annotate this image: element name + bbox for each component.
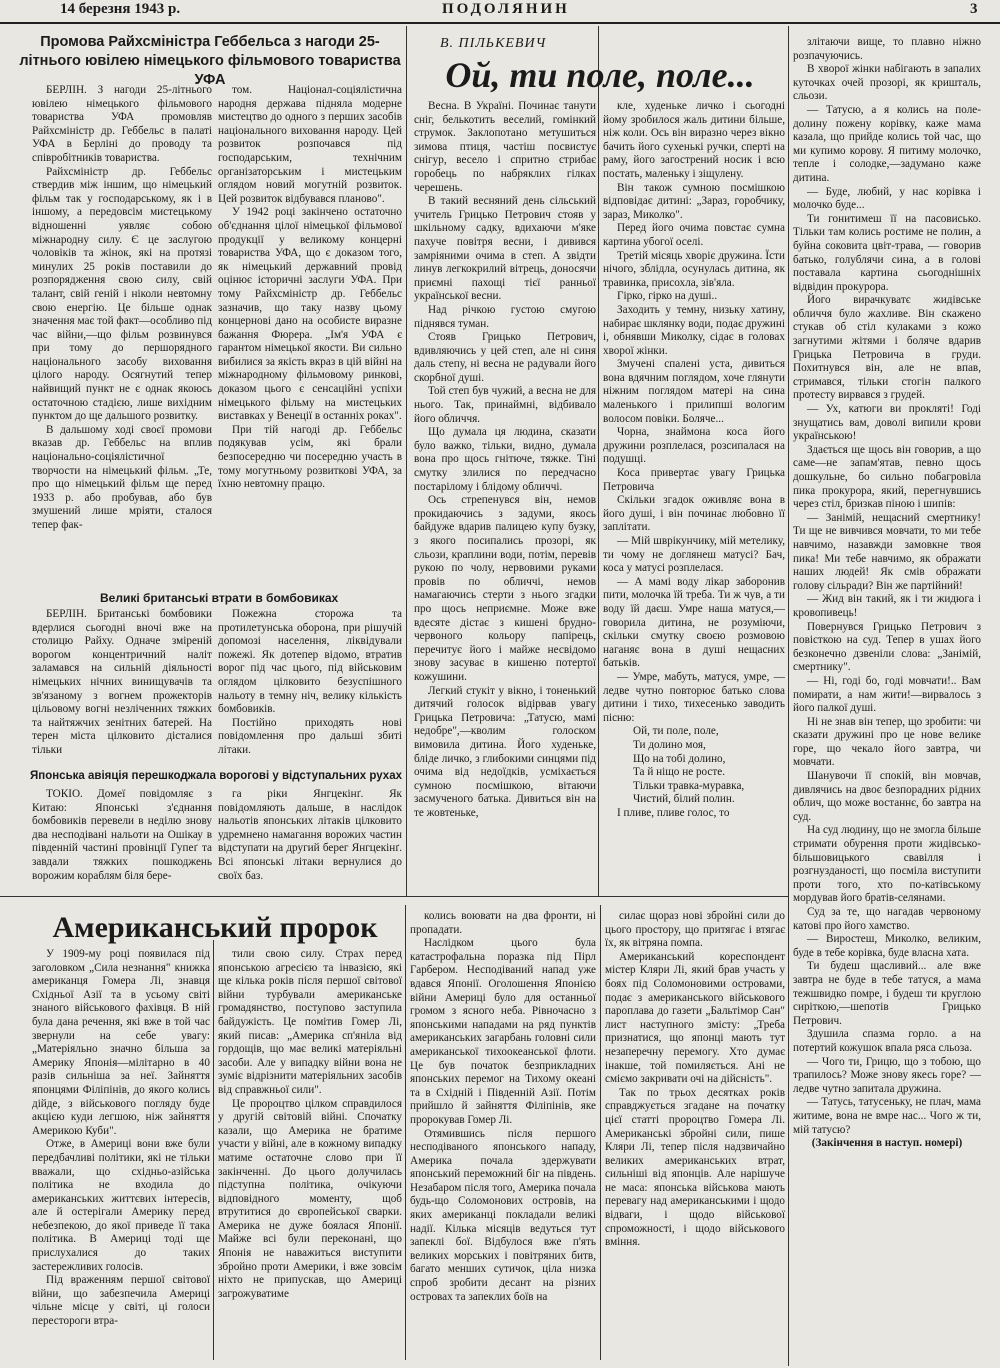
paragraph: Третій місяць хворіє дружина. Їсти нічого, зблідла, осунулась дитина, як травинка, присохла, зів'яла. (603, 249, 785, 289)
prophet-column-3 (410, 910, 596, 1360)
paragraph: В дальшому ході своєї промови вказав др. Геббельс на вплив національно-соціялістичної творчости на німецький фільм. „Те, про що німецький фільм ще перед 1933 р. або пробував, або був змушений лише мріяти, сталося тепер фак- (32, 423, 212, 531)
paragraph: кле, худеньке личко і сьогодні йому зробилося жаль дитини більше, ніж коли. Ось він виразно через вікно бачить його сухенькі ручки, сперті на раму, його загострений носик і всю постать, маленьку і зіщулену. (603, 100, 785, 180)
paragraph: — Жид він такий, як і ти жидюга і кровопивець! (793, 593, 981, 619)
paragraph: Отямившись після першого несподіваного японського нападу, Америка почала здержувати японський переможний біг на південь. Незабаром після того, Америка почала будь-що Соломонових островів, на яких американці покладали великі надії. Кілька місяців ведуться тут запеклі бої. Відбулося вже п'ять великих морських і повітряних битв, багато менших сутичок, ціла низка спроб зробити десант на різних островах та запеклих боїв на (410, 1127, 596, 1303)
story-column-2 (603, 100, 785, 892)
paragraph: — Мій шврікунчику, мій метелику, ти чому не доглянеш матусі? Бач, коса у матусі розплелася. (603, 535, 785, 575)
paragraph: В такий весняний день сільський учитель Грицько Петрович стояв у шкільному садку, вдихаючи м'яке пахуче повітря весни, і дивився замріяними очима в степ. А звідти линув легкокрилий вітрець, доносячи приємні пахощі тієї ранньої української весни. (414, 195, 596, 303)
paragraph: силає щораз нові збройні сили до цього простору, що притягає і втягає їх, як вітряна помпа. (605, 910, 785, 950)
paragraph: — Татусю, а я колись на поле-долину пожену корівку, каже мама казала, що прийде колись той час, що ми купимо корову. Я питиму молочко, тепле і солодке,—задумано каже дитина. (793, 103, 981, 184)
newspaper-name: ПОДОЛЯНИН (442, 1, 570, 17)
paragraph: І пливе, пливе голос, то (617, 806, 730, 819)
column-rule (213, 940, 214, 1360)
story-title: Ой, ти поле, поле... (445, 55, 755, 95)
column-rule (406, 26, 407, 896)
story-author: В. ПІЛЬКЕВИЧ (440, 36, 547, 51)
paragraph: Райхсміністр др. Геббельс ствердив між іншим, що німецький фільм так у господарському, як і в іншому, а передовсім мистецькому відношенні уявляє собою міжнародну силу. Є це заслугою чоловіків та жінок, які на протязі минулих 25 років поставили до розпорядження свою силу, свій талант, свій геній і ніколи невтомну свою енергію. Це більше однак значення має той факт—особливо під час війни,—що фільм розвинувся при тому до першорядного національного засобу виховання цілого народу. Осягнутий тепер найвищий пункт не є однак якоюсь остаточною стадією, лише вихідним пунктом до ще дальшого розвитку. (32, 165, 212, 423)
paragraph: Шанувочи її спокій, він мовчав, дивлячись на двоє безпорадних рідних облич, що може востаннє, бо завтра на суд. (793, 770, 981, 823)
paragraph: Так по трьох десятках років справджується згадане на початку цієї статті пророцтво Гомера Лі. Американські збройні сили, пише Кляри Лі, тепер після надзвичайно великих американських втрат, сильніші від японців. Але нарішуче не маса: японська військова мають перевагу над американськими і щодо відваги, і щодо військової спроможності, і щодо військового вміння. (605, 1086, 785, 1249)
paragraph: Ось стрепенувся він, немов прокидаючись з задуми, якось байдуже вдарив палицею купу бузку, з якого посипались прозорі, як сльози, краплини води, потім, перевів рукою по чолу, нервовими руками провів по обличчі, немов намагаючись стерти з нього згадки про щось неприємне. Може вже вдесяте дістає з кишені брудно-червоного кольору папірець, перечитує його і майже несвідомо знову засуває в кишеню потертої кожушини. (414, 494, 596, 683)
paragraph: Це пророцтво цілком справдилося у другій світовій війні. Спочатку казали, що Америка не братиме участи у війні, але в кожному випадку матиме остаточне слово при її закінченні. До цього долучилась підступна політика, очікуючи відповідного моменту, щоб втрутитися до європейської сварки. Америка не дуже боялася Японії. Майже всі були переконані, що Японія не наважиться виступити збройно проти Америки, і вже зовсім ніхто не припускав, що Америці загрожуватиме (218, 1097, 402, 1300)
paragraph: Що думала ця людина, сказати було важко, тільки, видно, думала вона про щось гнітюче, тяжке. Тіні смутку злилися по передчасно постарілому і блідому обличчі. (414, 426, 596, 493)
paragraph: Наслідком цього була катастрофальна поразка під Пірл Гарбером. Несподіваний напад уже вдався Японії. Оголошення Японією війни Америці було для останньої громом з ясного неба. Рівночасно з японськими нападами на ряд пунктів американських загарбань головні сили американської тихоокеанської флоти. Це був початок безприкладних японських перемог на Тихому океані та в Східній і Південній Азії. Потім прийшло й зайняття Філіпінів, яке пророкував Гомер Лі. (410, 937, 596, 1126)
paragraph: Ти будеш щасливий... але вже завтра не буде в тебе татуся, а мама тежшвидко помре, і будеш ти круглою сиріткою,—шепотів Грицько Петрович. (793, 960, 981, 1027)
story-column-1 (414, 100, 596, 892)
british-column-1 (32, 608, 212, 768)
paragraph: Він також сумною посмішкою відповідає дитині: „Зараз, горобчику, зараз, Миколко". (603, 181, 785, 221)
paragraph: Стояв Грицько Петрович, вдивляючись у цей степ, але ні синя даль степу, ні весна не радували його скорбної душі. (414, 331, 596, 384)
paragraph: — Чого ти, Грицю, що з тобою, що трапилось? Може знову якесь горе? — ледве чутно запитала дружина. (793, 1055, 981, 1095)
paragraph: Постійно приходять нові повідомлення про дальші збиті літаки. (218, 716, 402, 756)
paragraph: тили свою силу. Страх перед японською агресією та інвазією, які ще кілька років після першої світової війни турбували американське громадянство, поступово заступила байдужість. Це помітив Гомер Лі, який писав: „Америка сп'яніла від гордощів, що має великі матеріяльні засоби. Але у випадку війни вона не зуміє відрізнити матеріяльних засобів від справжньої сили". (218, 948, 402, 1096)
paragraph: Американський кореспондент містер Кляри Лі, який брав участь у боях під Соломоновими островами, подає з американського військового пароплава до газети „Бальтімор Сан" лист наступного змісту: „Треба признатися, що японці мають тут незаперечну перемогу. Хто думає інакше, той помиляється. Ані не сміємо закривати очі на дійсність". (605, 950, 785, 1086)
prophet-column-4 (605, 910, 785, 1360)
paragraph: При тій нагоді др. Геббельс подякував усім, які брали безпосередню чи посередню участь в тому могутньому розвиткові УФА, за їхню невтомну працю. (218, 423, 402, 491)
paragraph: Перед його очима повстає сумна картина убогої оселі. (603, 222, 785, 248)
japan-column-1 (32, 788, 212, 893)
paragraph: Ти гонитимеш її на пасовисько. Тільки там колись ростиме не полин, а буйна соковита цвіт-трава, — говорив батько, голублячи сина, а в голові поставала картина сьогоднішніх відвідин прокурора. (793, 212, 981, 293)
paragraph: Повернувся Грицько Петрович з повісткою на суд. Тепер в ушах його безконечно дзвеніли слова: „Занімій, смертнику". (793, 620, 981, 674)
japan-headline: Японська авіяція перешкоджала ворогові у відступальних рухах (30, 770, 402, 782)
paragraph: БЕРЛІН. З нагоди 25-літнього ювілею німецького фільмового товариства УФА промовляв Райхсміністр др. Геббельс в палаті УФА в Берліні до проводу та співробітників товариства. (32, 84, 212, 164)
paragraph: Легкий стукіт у вікно, і тоненький дитячий голосок відірвав увагу Грицька Петровича: „Татусю, мамі недобре",—кволим голоском вимовила дитина. Його худеньке, бліде личко, з глибокими синцями під очима від недоїдків, усміхається сумною посмішкою, вітаючи засмученого батька. Дивиться він на те жовтеньке, (414, 684, 596, 819)
poem-stanza: Ой, ти поле, поле, Ти долино моя, Що на тобі долино, Та й ніщо не росте. Тільки травка-муравка, Чистий, білий полин. (633, 725, 745, 806)
paragraph: Коса привертає увагу Грицька Петровича (603, 467, 785, 493)
page-header (0, 0, 1000, 24)
issue-date: 14 березня 1943 р. (60, 1, 181, 17)
paragraph: Суд за те, що нагадав червоному катові про його хамство. (793, 906, 981, 932)
goebbels-column-1 (32, 84, 212, 584)
column-rule (598, 26, 599, 896)
paragraph: У 1909-му році появилася під заголовком „Сила незнання" книжка американця Гомера Лі, знавця Східньої Азії та в усьому світі знаного військового фахівця. В ній була дана речення, які вже в той час звернули на себе увагу: „Матеріяльно значно більша за Америку Японія—мілітарно в 40 разів сильніша за неї. Зайняття японцями Філіпінів, до якого колись дійде, з військового погляду буде акцією куди легшою, ніж зайняття Америкою Куби". (32, 948, 210, 1137)
paragraph: Здається ще щось він говорив, а що саме—не запам'ятав, певно щось дошкульне, бо сильно побагровіла пика прокурора, який, перегнувшись через стіл, бризкав піною і шипів: (793, 443, 981, 511)
paragraph: У 1942 році закінчено остаточно об'єднання цілої німецької фільмової продукції у великому концерні товариства УФА, що є доказом того, як німецький державний провід оцінює історичні заслуги УФА. При тому Райхсміністр др. Геббельс зазначив, що таку назву цьому концернові дано на особисте виразне бажання Фюрера. „Ім'я УФА є гарантом німецької якости. Ви сильно вибилися за якість вкраз в цій війні на міжнародному фільмовому ринкові, доказом цього є сенсаційні успіхи німецького фільму на мистецьких виставках у Венеції в останніх роках". (218, 206, 402, 423)
paragraph: злітаючи вище, то плавно ніжно розпачуючись. (793, 36, 981, 62)
paragraph: Заходить у темну, низьку хатину, набирає шклянку води, подає дружині і, обнявши Миколку, сідає в головах хворої жінки. (603, 303, 785, 357)
paragraph: Здушила спазма горло. а на потертий кожушок впала ряса сльоза. (793, 1028, 981, 1054)
paragraph: — Умре, мабуть, матуся, умре, — ледве чутно повторює батько слова дитини і тихо, тихесенько заводить пісню: (603, 670, 785, 724)
paragraph: колись воювати на два фронти, ні пропадати. (410, 910, 596, 936)
japan-column-2 (218, 788, 402, 893)
paragraph: БЕРЛІН. Британські бомбовики вдерлися сьогодні вночі вже на столицю Райху. Одначе зміреній ворогом концентричний наліт заламався на сильній діяльності німецьких нічних винищувачів та зв'язаному з вогнем прожекторів цільовому вогні незліченних тяжких та найтяжчих зенітних батерей. На терен міста цілковито дісталися тільки (32, 608, 212, 756)
paragraph: — Ух, катюги ви прокляті! Годі знущатись вам, доволі випили крови українською! (793, 403, 981, 443)
paragraph: — Буде, любий, у нас корівка і молочко буде... (793, 185, 981, 212)
british-column-2 (218, 608, 402, 768)
paragraph: Над річкою густою смугою піднявся туман. (414, 303, 596, 330)
section-rule (0, 896, 788, 897)
paragraph: Пожежна сторожа та протилетунська оборона, при рішучій допомозі населення, ліквідували пожежі. Як дотепер відомо, втратив ворог під час цього, під військовим оглядом цілковито безуспішного нальоту в темну ніч, велику кількість бомбовиків. (218, 608, 402, 716)
paragraph: Отже, в Америці вони вже були передбачливі політики, які не тільки вважали, що східньо-азійська політика не входила до американських життєвих інтересів, але й остерігали Америку перед небезпекою, до якої приведе її така політика. В Америці тоді ще прислухалися до таких застережливих голосів. (32, 1138, 210, 1273)
goebbels-column-2 (218, 84, 402, 584)
story-column-3 (793, 36, 981, 1362)
prophet-headline: Американський пророк (52, 911, 378, 944)
paragraph: В хворої жінки набігають в запалих куточках очей прозорі, як кришталь, сльози. (793, 63, 981, 103)
paragraph: — Виростеш, Миколко, великим, буде в тебе корівка, буде власна хата. (793, 933, 981, 959)
paragraph: На суд людину, що не змогла більше стримати обурення проти жидівсько-більшовицького свавілля і розгнузданості, що посміла виступити проти того, хто по-катівському мордував його братів-селянами. (793, 824, 981, 905)
paragraph: Під враженням першої світової війни, що забезпечила Америці чільне місце у світі, ці голоси перестороги втра- (32, 1274, 210, 1328)
paragraph: Скільки згадок оживляє вона в його душі, і він починає любовно її заплітати. (603, 494, 785, 534)
page-number: 3 (970, 1, 978, 17)
paragraph: Його вирачкуватє жидівське обличчя було жахливе. Він скажено стукав об стіл кулаками з кожо загнутими жітями і боляче вдарив Грицька Петровича в груди. Похитнувся він, але не впав, стримався, тільки стогін палкого протесту вирвався з грудей. (793, 294, 981, 402)
column-rule (405, 905, 406, 1360)
column-rule (600, 905, 601, 1360)
goebbels-headline: Промова Райхсміністра Геббельса з нагоди 25-літнього ювілею німецького фільмового товариства УФА (19, 34, 401, 88)
paragraph: га ріки Янгцекінґ. Як повідомляють дальше, в наслідок нальотів японських літаків цілковито удремнено намагання ворожих частин відступати на другий берег Янгцекінґ. Всі японські літаки вернулися до своїх баз. (218, 788, 402, 882)
paragraph: — Ні, годі бо, годі мовчати!.. Вам помирати, а нам жити!—вирвалось з його палкої душі. (793, 674, 981, 715)
paragraph: Гірко, гірко на душі.. (617, 290, 718, 303)
column-rule (788, 26, 789, 1366)
british-headline: Великі британські втрати в бомбовиках (100, 591, 339, 605)
paragraph: — Татусь, татусеньку, не плач, мама житиме, вона не вмре нас... Чого ж ти, мій татусю? (793, 1096, 981, 1136)
paragraph: ТОКІО. Домеї повідомляє з Китаю: Японські з'єднання бомбовиків перевели в неділю знову два несподівані нальоти на Ошікау в південній частині провінції Гупеґ та завдали тяжких пошкоджень ворожим кораблям біля бере- (32, 788, 212, 882)
continuation-note: (Закінчення в наступ. номері) (811, 1137, 963, 1150)
paragraph: Змучені спалені уста, дивиться вона вдячним поглядом, хоче глянути ніжним поглядом матері на сина маленького і прилипші вологим волосом повіки. Боляче... (603, 358, 785, 425)
paragraph: Весна. В Україні. Починає танути сніг, белькотить веселий, гомінкий струмок. Заклопотано метушиться зимова птиця, частіш посвистує снігур, весело і спритно стрибає горобець по набряклих гілках черешень. (414, 100, 596, 194)
prophet-column-2 (218, 948, 402, 1360)
paragraph: Той степ був чужий, а весна не для нього. Так, принаймні, відбивало його обличчя. (414, 385, 596, 425)
paragraph: — А мамі воду лікар заборонив пити, молочка їй треба. Ти ж чув, а ти воду їй даєш. Умре наша матуся,—говорила дитина, не розуміючи, скільки смутку своєю розмовою наганяє вона в душі нещасних батьків. (603, 575, 785, 670)
paragraph: Чорна, знаймона коса його дружини розплелася, розсипалася на подушці. (603, 426, 785, 466)
paragraph: Ні не знав він тепер, що зробити: чи сказати дружині про це нове велике горе, що чекало його завтра, чи мовчати. (793, 715, 981, 769)
prophet-column-1 (32, 948, 210, 1360)
paragraph: том. Націонал-соціялістична народня держава підняла модерне мистецтво до одного з перших засобів національного виховання народу. Цей розвиток розпочався під господарським, технічним організаторським і мистецьким оглядом новий могутній розвиток. Цей розвиток відбувався планово". (218, 84, 402, 205)
paragraph: — Занімій, нещасний смертнику! Ти ще не вивчився мовчати, то ми тебе навчимо, назавжди замовкне твоя пика! Ми тебе навчимо, як ображати наших людей! Як смів ображати голову сільради? Він же партійний! (793, 511, 981, 592)
